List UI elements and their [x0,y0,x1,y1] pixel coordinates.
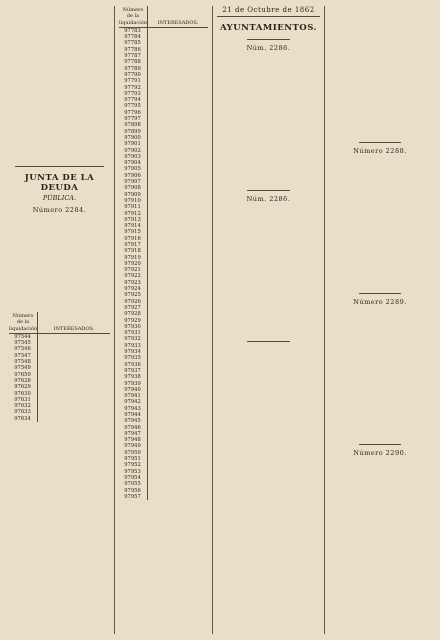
col1-notice-body [9,216,110,310]
column-3 [213,6,325,634]
settlement-number: 97943 [119,406,148,412]
notice-signature [329,432,431,438]
settlement-number: 97937 [119,368,148,374]
settlement-number: 97912 [119,211,148,217]
settlement-number: 97933 [119,343,148,349]
notice-number: Número 2288. [353,147,407,155]
settlement-number: 97919 [119,255,148,261]
settlement-number: 97794 [119,97,148,103]
paragraph [9,96,110,109]
settlement-number: 97628 [9,378,38,384]
settlement-number: 97944 [119,412,148,418]
section-subtitle: PÚBLICA. [42,194,77,202]
col4-top-signature [329,130,431,136]
settlement-table [119,6,208,500]
paragraph [9,141,110,154]
settlement-number: 97631 [9,397,38,403]
settlement-number: 97923 [119,280,148,286]
settlement-number: 97786 [119,47,148,53]
settlement-number: 97548 [9,359,38,365]
paragraph [9,126,110,139]
settlement-number: 97946 [119,425,148,431]
settlement-number: 97945 [119,418,148,424]
settlement-number: 97921 [119,267,148,273]
settlement-number: 97917 [119,242,148,248]
paragraph [217,54,320,114]
notice-signature [217,470,320,476]
settlement-number: 97914 [119,223,148,229]
divider [247,190,290,191]
settlement-number: 97899 [119,129,148,135]
paragraph [9,51,110,64]
settlement-number: 97796 [119,110,148,116]
settlement-number: 97930 [119,324,148,330]
settlement-number: 97949 [119,443,148,449]
settlement-number: 97916 [119,236,148,242]
settlement-number: 97938 [119,374,148,380]
paragraph [329,6,431,66]
settlement-number: 97907 [119,179,148,185]
settlement-number: 97905 [119,166,148,172]
settlement-number: 97902 [119,148,148,154]
settlement-number: 97927 [119,305,148,311]
beneficiary-name [38,416,110,422]
col-names-header: INTERESADOS. [148,6,208,27]
settlement-number: 97547 [9,353,38,359]
settlement-number: 97903 [119,154,148,160]
settlement-number: 97900 [119,135,148,141]
settlement-number: 97785 [119,40,148,46]
paragraph [9,66,110,79]
settlement-number: 97956 [119,488,148,494]
paragraph [329,157,431,217]
settlement-number: 97953 [119,469,148,475]
settlement-number: 97544 [9,333,38,340]
column-4 [325,6,435,634]
settlement-number: 97918 [119,248,148,254]
paragraph [217,408,320,468]
paragraph [9,36,110,49]
notice-signature [329,521,431,527]
paragraph [329,219,431,279]
settlement-number: 97901 [119,141,148,147]
column-2 [115,6,213,634]
divider [15,166,104,167]
paragraph [217,346,320,406]
paragraph [329,459,431,519]
settlement-number: 97908 [119,185,148,191]
divider [359,142,401,143]
settlement-number: 97951 [119,456,148,462]
paragraph [9,81,110,94]
settlement-number: 97942 [119,399,148,405]
divider [359,444,401,445]
notice-number: Número 2290. [353,449,407,457]
notice [329,293,431,438]
paragraph [329,308,431,368]
table-row [119,27,208,34]
settlement-number: 97633 [9,409,38,415]
settlement-number: 97792 [119,85,148,91]
settlement-number: 97955 [119,481,148,487]
paragraph [217,205,320,265]
settlement-number: 97909 [119,192,148,198]
settlement-number: 97915 [119,229,148,235]
beneficiary-name [148,27,208,34]
page-header: 21 de Octubre de 1862 [217,6,320,17]
settlement-number: 97797 [119,116,148,122]
table-row [9,333,110,340]
paragraph [217,116,320,176]
settlement-number: 97545 [9,340,38,346]
settlement-number: 97793 [119,91,148,97]
settlement-number: 97928 [119,311,148,317]
settlement-number: 97952 [119,462,148,468]
settlement-number: 97791 [119,78,148,84]
settlement-number: 97954 [119,475,148,481]
notice-number: Núm. 2286. [246,195,291,203]
settlement-number: 97948 [119,437,148,443]
settlement-number: 97922 [119,273,148,279]
settlement-number: 97931 [119,330,148,336]
settlement-number: 97910 [119,198,148,204]
settlement-number: 97629 [9,384,38,390]
table-row [9,416,110,422]
settlement-number: 97924 [119,286,148,292]
paragraph [9,6,110,19]
settlement-number: 97940 [119,387,148,393]
settlement-number: 97898 [119,122,148,128]
settlement-number: 97926 [119,299,148,305]
settlement-number: 97904 [119,160,148,166]
settlement-number: 97950 [119,450,148,456]
col4-continued-notice [329,6,431,128]
settlement-number: 97546 [9,346,38,352]
divider [247,39,290,40]
paragraph [329,370,431,430]
settlement-number: 97790 [119,72,148,78]
notice-signature [217,329,320,335]
settlement-number: 97913 [119,217,148,223]
settlement-number: 97934 [119,349,148,355]
paragraph [9,248,110,278]
settlement-number: 97630 [9,391,38,397]
col-number-header: Número de la liquidación [9,313,38,332]
settlement-number: 97911 [119,204,148,210]
notice-number: Número 2289. [353,298,407,306]
settlement-number: 97929 [119,318,148,324]
col3-notices [217,39,320,476]
paragraph [329,68,431,128]
settlement-number: 97935 [119,355,148,361]
notice [329,142,431,287]
beneficiary-name [148,494,208,500]
col1-upper-signature [9,156,110,162]
settlement-number: 97788 [119,59,148,65]
column-1 [5,6,115,634]
section-title-junta: JUNTA DE LA DEUDA [24,173,95,193]
notice [329,444,431,527]
paragraph [9,216,110,246]
paragraph [217,267,320,327]
settlement-number: 97549 [9,365,38,371]
paragraph [9,21,110,34]
col-number-header: Número de la liquidación [119,7,148,26]
notice-number: Número 2284. [32,206,87,214]
paragraph [9,111,110,124]
beneficiary-name [38,333,110,340]
col2-signature [119,504,208,510]
settlement-number: 97920 [119,261,148,267]
settlement-number: 97789 [119,66,148,72]
settlement-number: 97650 [9,372,38,378]
paragraph [9,280,110,310]
divider [359,293,401,294]
settlement-number: 97784 [119,34,148,40]
section-title-ayuntamientos: AYUNTAMIENTOS. [219,23,318,33]
col1-upper-notice [9,6,110,154]
divider [247,341,290,342]
notice [217,341,320,476]
notice-signature [217,178,320,184]
settlement-number: 97957 [119,494,148,500]
notice [217,190,320,335]
settlement-number: 97925 [119,292,148,298]
col4-notices [329,142,431,527]
table-row [119,494,208,500]
settlement-number: 97632 [9,403,38,409]
notice-number: Núm. 2286. [246,44,291,52]
settlement-number: 97932 [119,336,148,342]
settlement-number: 97787 [119,53,148,59]
settlement-number: 97936 [119,362,148,368]
notice [217,39,320,184]
settlement-number: 97783 [119,27,148,34]
settlement-table [9,312,110,422]
settlement-number: 97795 [119,103,148,109]
settlement-number: 97634 [9,416,38,422]
settlement-number: 97939 [119,381,148,387]
settlement-number: 97941 [119,393,148,399]
settlement-number: 97906 [119,173,148,179]
settlement-number: 97947 [119,431,148,437]
notice-signature [329,281,431,287]
col-names-header: INTERESADOS. [38,312,110,333]
